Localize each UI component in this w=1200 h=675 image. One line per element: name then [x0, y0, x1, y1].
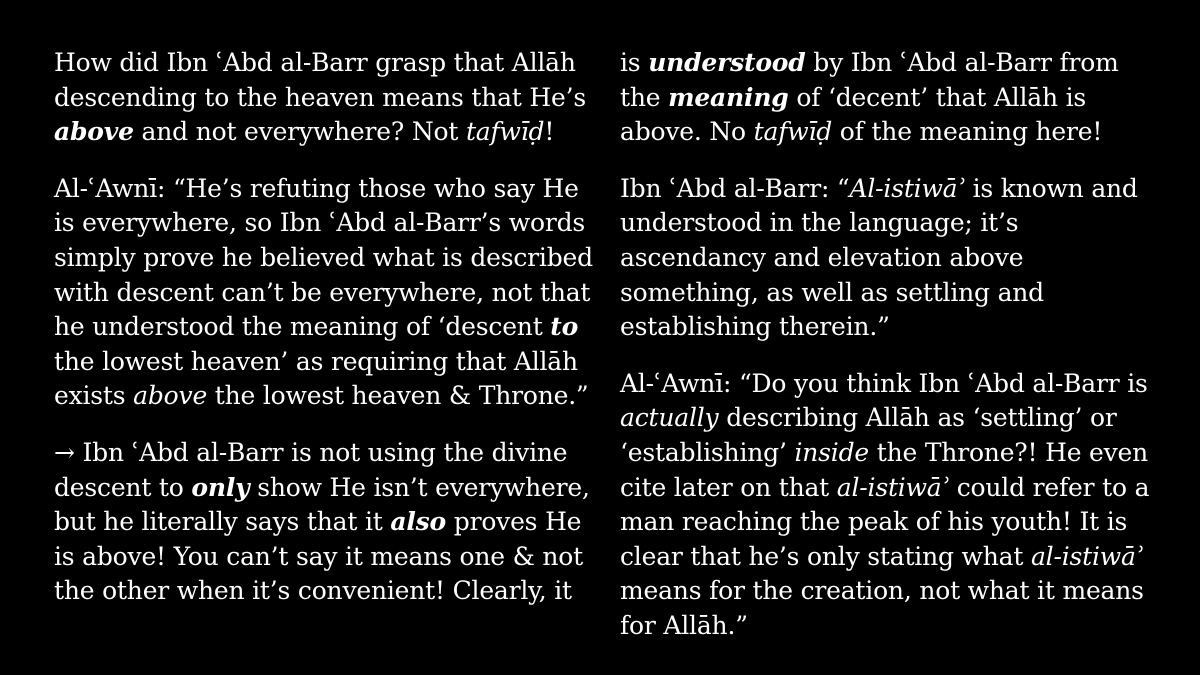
- emphasized-text: tafwīḍ: [465, 117, 545, 147]
- text-segment: of the meaning here!: [832, 117, 1103, 147]
- emphasized-text: al-istiwāʾ: [1030, 541, 1144, 571]
- text-segment: !: [544, 117, 555, 147]
- emphasized-text: to: [550, 312, 579, 342]
- text-segment: could refer to a man reaching the peak of his youth! It is clear that he’s only stating what: [620, 472, 1150, 571]
- emphasized-text: understood: [648, 48, 806, 77]
- text-segment: by Ibn ʿAbd al-Barr from the: [620, 48, 1119, 112]
- text-segment: the lowest heaven’ as requiring that Allāh exists: [54, 346, 578, 411]
- text-segment: Ibn ʿAbd al-Barr: “: [620, 173, 850, 203]
- right-paragraph-3: [620, 367, 1165, 644]
- left-paragraph-1: [54, 46, 599, 150]
- emphasized-text: tafwīḍ: [753, 117, 833, 147]
- text-segment: proves He is above! You can’t say it means one & not the other when it’s convenient! Clearly, it: [54, 507, 583, 606]
- emphasized-text: inside: [794, 437, 869, 467]
- right-column: [620, 46, 1165, 666]
- left-paragraph-3: [54, 436, 599, 609]
- text-segment: the lowest heaven & Throne.”: [207, 381, 589, 411]
- text-segment: and not everywhere? Not: [133, 117, 466, 147]
- text-segment: of ‘decent’ that Allāh is above. No: [620, 82, 1087, 147]
- emphasized-text: actually: [620, 403, 719, 433]
- emphasized-text: meaning: [668, 82, 789, 112]
- text-segment: show He isn’t everywhere, but he literally says that it: [54, 472, 590, 537]
- text-segment: the Throne?! He even cite later on that: [620, 437, 1149, 502]
- text-segment: How did Ibn ʿAbd al-Barr grasp that Allāh descending to the heaven means that He’s: [54, 48, 586, 112]
- left-column: [54, 46, 599, 631]
- text-segment: → Ibn ʿAbd al-Barr is not using the divine descent to: [54, 437, 568, 502]
- text-segment: is known and understood in the language; it’s ascendancy and elevation above something, as well as settling and establishing therein.”: [620, 173, 1138, 342]
- left-paragraph-2: [54, 172, 599, 414]
- right-paragraph-2: [620, 172, 1165, 345]
- right-paragraph-1: [620, 46, 1165, 150]
- emphasized-text: above: [133, 381, 208, 411]
- text-segment: Al-ʿAwnī: “He’s refuting those who say He is everywhere, so Ibn ʿAbd al-Barr’s words simply prove he believed what is described with descent can’t be everywhere, not that he understood the meaning of ‘descent: [54, 173, 593, 342]
- emphasized-text: above: [54, 117, 134, 147]
- text-segment: describing Allāh as ‘settling’ or ‘establishing’: [620, 403, 1117, 467]
- text-segment: Al-ʿAwnī: “Do you think Ibn ʿAbd al-Barr is: [620, 368, 1148, 398]
- emphasized-text: also: [390, 507, 447, 537]
- emphasized-text: only: [191, 472, 250, 502]
- emphasized-text: Al-istiwāʾ: [849, 173, 965, 203]
- text-segment: is: [620, 48, 649, 77]
- text-segment: means for the creation, not what it means for Allāh.”: [620, 576, 1144, 640]
- emphasized-text: al-istiwāʾ: [836, 472, 949, 502]
